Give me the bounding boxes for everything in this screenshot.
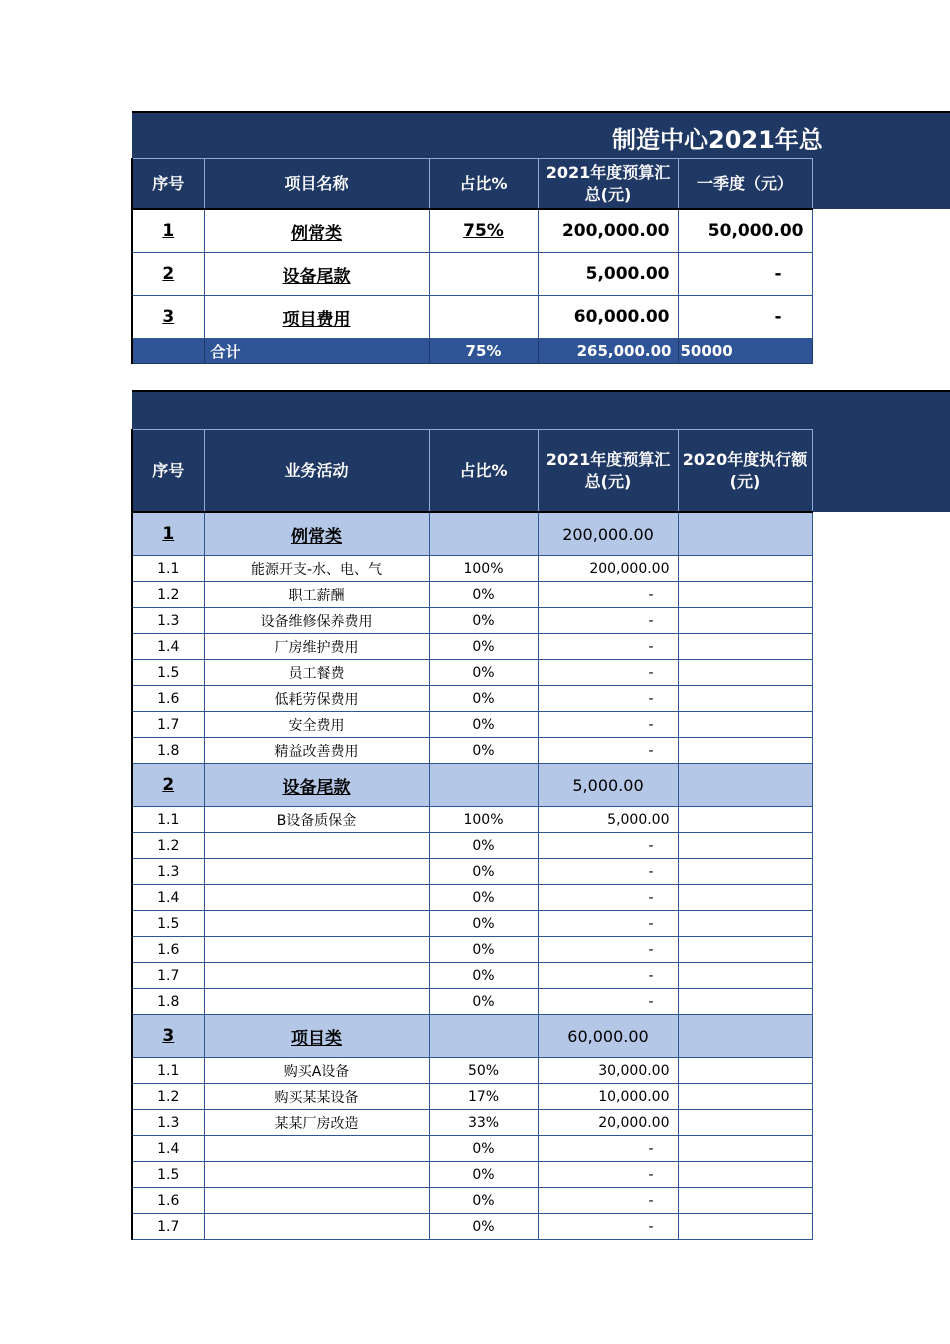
- budget-cell: -: [538, 660, 678, 686]
- budget-cell: 5,000.00: [538, 253, 678, 296]
- project-name: 例常类: [204, 209, 429, 253]
- section-ratio: [429, 512, 538, 556]
- activity-name: 低耗劳保费用: [204, 686, 429, 712]
- item-number: 1.8: [132, 738, 204, 764]
- item-number: 1.1: [132, 807, 204, 833]
- item-number: 1.6: [132, 686, 204, 712]
- budget-cell: -: [538, 989, 678, 1015]
- budget-cell: -: [538, 833, 678, 859]
- item-number: 1.7: [132, 712, 204, 738]
- section-number: 2: [132, 764, 204, 807]
- budget-cell: -: [538, 911, 678, 937]
- ratio-cell: 0%: [429, 859, 538, 885]
- item-number: 1.2: [132, 1084, 204, 1110]
- q1-cell: -: [678, 296, 812, 339]
- ratio-cell: 75%: [429, 209, 538, 253]
- item-number: 1.6: [132, 937, 204, 963]
- ratio-cell: 0%: [429, 660, 538, 686]
- total-q1: 50000: [678, 339, 812, 364]
- ratio-cell: 0%: [429, 1136, 538, 1162]
- section-budget: 200,000.00: [538, 512, 678, 556]
- header-cell: 序号: [132, 430, 204, 513]
- header-cell: 业务活动: [204, 430, 429, 513]
- prev-exec-cell: [678, 1110, 812, 1136]
- ratio-cell: 0%: [429, 712, 538, 738]
- item-number: 1.5: [132, 660, 204, 686]
- header-cell: 项目名称: [204, 159, 429, 210]
- item-number: 1.7: [132, 963, 204, 989]
- ratio-cell: 33%: [429, 1110, 538, 1136]
- activity-name: [204, 1162, 429, 1188]
- activity-name: 精益改善费用: [204, 738, 429, 764]
- prev-exec-cell: [678, 660, 812, 686]
- ratio-cell: 100%: [429, 556, 538, 582]
- prev-exec-cell: [678, 738, 812, 764]
- table-row: [132, 807, 812, 833]
- ratio-cell: 0%: [429, 833, 538, 859]
- prev-exec-cell: [678, 1188, 812, 1214]
- activity-name: [204, 1214, 429, 1240]
- detail-header-overflow-band: [810, 429, 950, 512]
- table-row: [132, 989, 812, 1015]
- activity-name: 能源开支-水、电、气: [204, 556, 429, 582]
- title-banner: [132, 111, 950, 158]
- header-overflow-band: [810, 158, 950, 209]
- ratio-cell: 0%: [429, 1214, 538, 1240]
- activity-name: [204, 1136, 429, 1162]
- activity-name: 购买A设备: [204, 1058, 429, 1084]
- section-row: [132, 1015, 812, 1058]
- prev-exec-cell: [678, 859, 812, 885]
- budget-cell: -: [538, 686, 678, 712]
- summary-header-row: [132, 159, 812, 210]
- table-row: [132, 634, 812, 660]
- item-number: 1.7: [132, 1214, 204, 1240]
- header-cell: 占比%: [429, 430, 538, 513]
- header-cell: 2021年度预算汇总(元): [538, 430, 678, 513]
- total-row: [132, 339, 812, 364]
- activity-name: [204, 911, 429, 937]
- header-cell: 2020年度执行额(元): [678, 430, 812, 513]
- prev-exec-cell: [678, 989, 812, 1015]
- section-number: 1: [132, 512, 204, 556]
- prev-exec-cell: [678, 582, 812, 608]
- row-number: 3: [132, 296, 204, 339]
- section-name: 例常类: [204, 512, 429, 556]
- header-cell: 2021年度预算汇总(元): [538, 159, 678, 210]
- activity-name: 职工薪酬: [204, 582, 429, 608]
- item-number: 1.4: [132, 1136, 204, 1162]
- total-label: 合计: [204, 339, 429, 364]
- budget-cell: -: [538, 608, 678, 634]
- item-number: 1.3: [132, 1110, 204, 1136]
- budget-cell: -: [538, 738, 678, 764]
- summary-row: [132, 209, 812, 253]
- budget-cell: -: [538, 937, 678, 963]
- item-number: 1.5: [132, 911, 204, 937]
- section-number: 3: [132, 1015, 204, 1058]
- prev-exec-cell: [678, 911, 812, 937]
- budget-cell: 5,000.00: [538, 807, 678, 833]
- prev-exec-cell: [678, 1084, 812, 1110]
- section-budget: 5,000.00: [538, 764, 678, 807]
- header-cell: 序号: [132, 159, 204, 210]
- budget-cell: -: [538, 1214, 678, 1240]
- section-name: 设备尾款: [204, 764, 429, 807]
- table-row: [132, 1214, 812, 1240]
- activity-name: [204, 1188, 429, 1214]
- item-number: 1.2: [132, 582, 204, 608]
- total-budget: 265,000.00: [538, 339, 678, 364]
- prev-exec-cell: [678, 686, 812, 712]
- section-ratio: [429, 764, 538, 807]
- activity-name: 设备维修保养费用: [204, 608, 429, 634]
- ratio-cell: 50%: [429, 1058, 538, 1084]
- section-name: 项目类: [204, 1015, 429, 1058]
- budget-cell: -: [538, 634, 678, 660]
- prev-exec-cell: [678, 556, 812, 582]
- budget-cell: 20,000.00: [538, 1110, 678, 1136]
- activity-name: [204, 833, 429, 859]
- prev-exec-cell: [678, 963, 812, 989]
- section-ratio: [429, 1015, 538, 1058]
- detail-banner: [132, 390, 950, 429]
- table-row: [132, 1084, 812, 1110]
- detail-header-row: [132, 430, 812, 513]
- ratio-cell: 0%: [429, 582, 538, 608]
- ratio-cell: 0%: [429, 911, 538, 937]
- table-row: [132, 738, 812, 764]
- budget-cell: 10,000.00: [538, 1084, 678, 1110]
- table-row: [132, 660, 812, 686]
- table-row: [132, 556, 812, 582]
- prev-exec-cell: [678, 1162, 812, 1188]
- item-number: 1.1: [132, 556, 204, 582]
- prev-exec-cell: [678, 885, 812, 911]
- section-budget: 60,000.00: [538, 1015, 678, 1058]
- section-prev-exec: [678, 512, 812, 556]
- prev-exec-cell: [678, 608, 812, 634]
- ratio-cell: 100%: [429, 807, 538, 833]
- section-prev-exec: [678, 1015, 812, 1058]
- prev-exec-cell: [678, 634, 812, 660]
- header-cell: 一季度（元）: [678, 159, 812, 210]
- summary-row: [132, 253, 812, 296]
- table-row: [132, 1136, 812, 1162]
- item-number: 1.3: [132, 608, 204, 634]
- budget-cell: 200,000.00: [538, 556, 678, 582]
- activity-name: 购买某某设备: [204, 1084, 429, 1110]
- budget-cell: -: [538, 1162, 678, 1188]
- budget-cell: 30,000.00: [538, 1058, 678, 1084]
- row-number: 1: [132, 209, 204, 253]
- table-row: [132, 833, 812, 859]
- ratio-cell: 0%: [429, 738, 538, 764]
- activity-name: [204, 859, 429, 885]
- activity-name: 厂房维护费用: [204, 634, 429, 660]
- q1-cell: -: [678, 253, 812, 296]
- budget-cell: 200,000.00: [538, 209, 678, 253]
- table-row: [132, 712, 812, 738]
- prev-exec-cell: [678, 1136, 812, 1162]
- item-number: 1.8: [132, 989, 204, 1015]
- table-row: [132, 1162, 812, 1188]
- ratio-cell: [429, 253, 538, 296]
- prev-exec-cell: [678, 937, 812, 963]
- detail-table: [131, 429, 813, 1240]
- prev-exec-cell: [678, 712, 812, 738]
- budget-cell: -: [538, 963, 678, 989]
- q1-cell: 50,000.00: [678, 209, 812, 253]
- ratio-cell: 0%: [429, 608, 538, 634]
- item-number: 1.4: [132, 885, 204, 911]
- activity-name: 员工餐费: [204, 660, 429, 686]
- item-number: 1.6: [132, 1188, 204, 1214]
- budget-cell: -: [538, 885, 678, 911]
- total-ratio: 75%: [429, 339, 538, 364]
- ratio-cell: 0%: [429, 937, 538, 963]
- prev-exec-cell: [678, 833, 812, 859]
- item-number: 1.4: [132, 634, 204, 660]
- section-row: [132, 764, 812, 807]
- table-row: [132, 937, 812, 963]
- ratio-cell: 0%: [429, 634, 538, 660]
- project-name: 设备尾款: [204, 253, 429, 296]
- ratio-cell: 0%: [429, 885, 538, 911]
- row-number: 2: [132, 253, 204, 296]
- ratio-cell: 0%: [429, 1162, 538, 1188]
- budget-cell: -: [538, 1136, 678, 1162]
- activity-name: 安全费用: [204, 712, 429, 738]
- activity-name: [204, 937, 429, 963]
- ratio-cell: 17%: [429, 1084, 538, 1110]
- prev-exec-cell: [678, 1058, 812, 1084]
- sheet-title: 制造中心2021年总: [612, 126, 823, 154]
- activity-name: 某某厂房改造: [204, 1110, 429, 1136]
- summary-row: [132, 296, 812, 339]
- budget-cell: 60,000.00: [538, 296, 678, 339]
- ratio-cell: [429, 296, 538, 339]
- item-number: 1.5: [132, 1162, 204, 1188]
- ratio-cell: 0%: [429, 1188, 538, 1214]
- summary-table: [131, 158, 813, 364]
- table-row: [132, 686, 812, 712]
- section-prev-exec: [678, 764, 812, 807]
- section-row: [132, 512, 812, 556]
- budget-cell: -: [538, 859, 678, 885]
- item-number: 1.1: [132, 1058, 204, 1084]
- table-row: [132, 1188, 812, 1214]
- activity-name: [204, 989, 429, 1015]
- budget-cell: -: [538, 712, 678, 738]
- header-cell: 占比%: [429, 159, 538, 210]
- table-row: [132, 885, 812, 911]
- budget-cell: -: [538, 1188, 678, 1214]
- item-number: 1.2: [132, 833, 204, 859]
- table-row: [132, 582, 812, 608]
- ratio-cell: 0%: [429, 989, 538, 1015]
- table-row: [132, 1110, 812, 1136]
- item-number: 1.3: [132, 859, 204, 885]
- budget-cell: -: [538, 582, 678, 608]
- prev-exec-cell: [678, 807, 812, 833]
- ratio-cell: 0%: [429, 686, 538, 712]
- activity-name: [204, 885, 429, 911]
- ratio-cell: 0%: [429, 963, 538, 989]
- table-row: [132, 911, 812, 937]
- table-row: [132, 608, 812, 634]
- project-name: 项目费用: [204, 296, 429, 339]
- table-row: [132, 1058, 812, 1084]
- table-row: [132, 859, 812, 885]
- prev-exec-cell: [678, 1214, 812, 1240]
- table-row: [132, 963, 812, 989]
- activity-name: [204, 963, 429, 989]
- total-blank: [132, 339, 204, 364]
- activity-name: B设备质保金: [204, 807, 429, 833]
